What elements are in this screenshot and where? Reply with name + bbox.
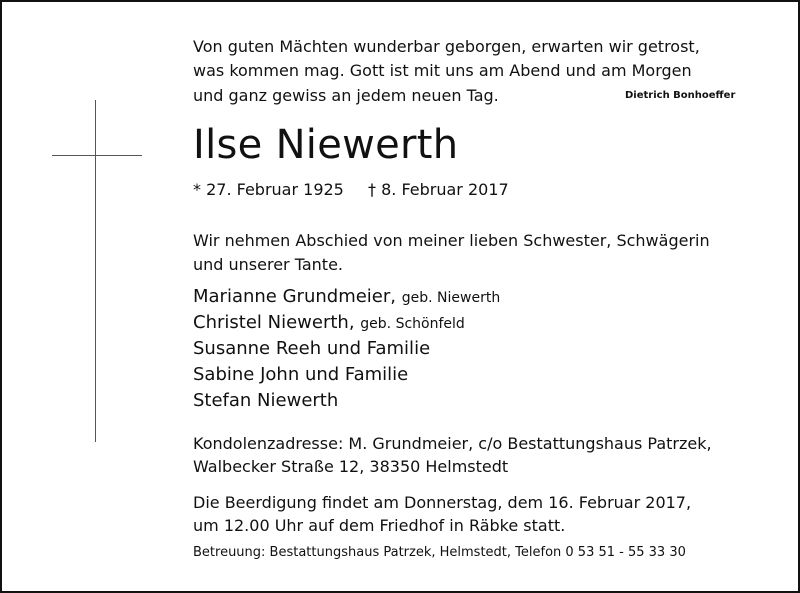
funeral-line-1: Die Beerdigung findet am Donnerstag, dem 16. Februar 2017, (193, 493, 692, 512)
care-notice: Betreuung: Bestattungshaus Patrzek, Helmstedt, Telefon 0 53 51 - 55 33 30 (193, 545, 686, 560)
family-member: Marianne Grundmeier, geb. Niewerth (193, 286, 501, 307)
cross-vertical-line (95, 100, 96, 442)
family-member: Susanne Reeh und Familie (193, 338, 431, 359)
condolence-line-1: Kondolenzadresse: M. Grundmeier, c/o Bestattungshaus Patrzek, (193, 434, 712, 453)
farewell-line-2: und unserer Tante. (193, 255, 343, 274)
death-date: † 8. Februar 2017 (368, 180, 509, 199)
family-member: Christel Niewerth, geb. Schönfeld (193, 312, 465, 333)
condolence-line-2: Walbecker Straße 12, 38350 Helmstedt (193, 457, 509, 476)
deceased-name: Ilse Niewerth (193, 122, 459, 168)
family-member: Stefan Niewerth (193, 390, 339, 411)
quote-line-3: und ganz gewiss an jedem neuen Tag. (193, 86, 499, 105)
farewell-line-1: Wir nehmen Abschied von meiner lieben Schwester, Schwägerin (193, 231, 710, 250)
quote-author: Dietrich Bonhoeffer (625, 90, 736, 101)
funeral-line-2: um 12.00 Uhr auf dem Friedhof in Räbke statt. (193, 516, 566, 535)
family-member: Sabine John und Familie (193, 364, 409, 385)
quote-line-1: Von guten Mächten wunderbar geborgen, erwarten wir getrost, (193, 37, 700, 56)
quote-line-2: was kommen mag. Gott ist mit uns am Abend und am Morgen (193, 61, 692, 80)
cross-horizontal-line (52, 155, 142, 156)
birth-date: * 27. Februar 1925 (193, 180, 344, 199)
